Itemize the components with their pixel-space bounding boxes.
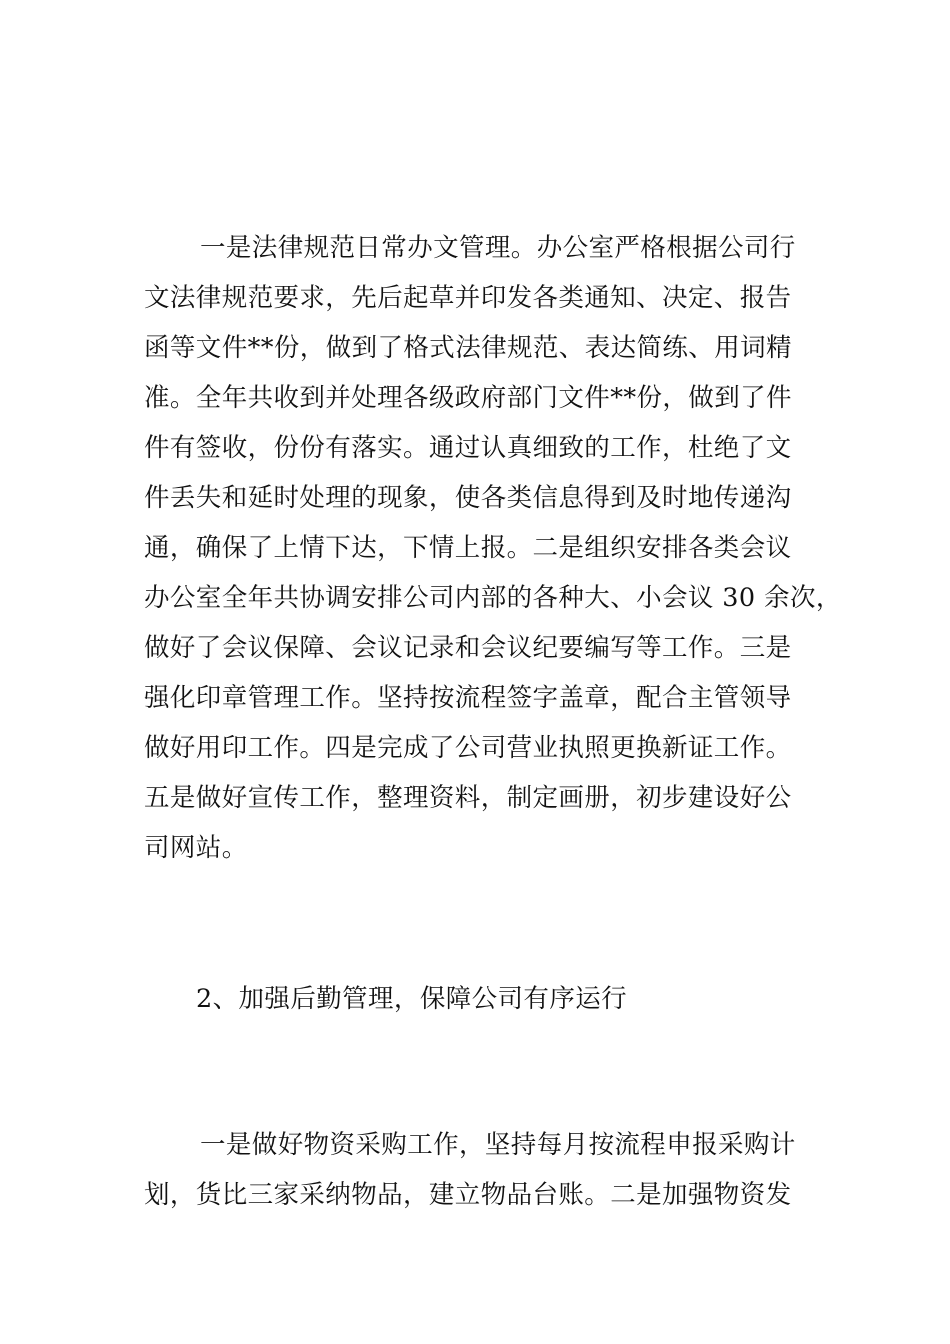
paragraph-1-line-13: 司网站。 xyxy=(144,833,248,863)
paragraph-1-line-7: 通，确保了上情下达，下情上报。二是组织安排各类会议 xyxy=(144,533,792,563)
paragraph-1-line-5: 件有签收，份份有落实。通过认真细致的工作，杜绝了文 xyxy=(144,433,792,463)
paragraph-2-line-2: 划，货比三家采纳物品，建立物品台账。二是加强物资发 xyxy=(144,1180,792,1210)
paragraph-1-line-12: 五是做好宣传工作，整理资料，制定画册，初步建设好公 xyxy=(144,783,792,813)
paragraph-1-line-2: 文法律规范要求，先后起草并印发各类通知、决定、报告 xyxy=(144,283,792,313)
paragraph-1-line-4: 准。全年共收到并处理各级政府部门文件**份，做到了件 xyxy=(144,383,792,413)
paragraph-1-line-8: 办公室全年共协调安排公司内部的各种大、小会议 30 余次， xyxy=(144,583,842,613)
paragraph-1-line-1: 一是法律规范日常办文管理。办公室严格根据公司行 xyxy=(200,233,796,263)
paragraph-1-line-3: 函等文件**份，做到了格式法律规范、表达简练、用词精 xyxy=(144,333,792,363)
paragraph-1-line-10: 强化印章管理工作。坚持按流程签字盖章，配合主管领导 xyxy=(144,683,792,713)
paragraph-1-line-11: 做好用印工作。四是完成了公司营业执照更换新证工作。 xyxy=(144,733,792,763)
paragraph-2-line-1: 一是做好物资采购工作，坚持每月按流程申报采购计 xyxy=(200,1130,796,1160)
paragraph-1-line-6: 件丢失和延时处理的现象，使各类信息得到及时地传递沟 xyxy=(144,483,792,513)
paragraph-1-line-9: 做好了会议保障、会议记录和会议纪要编写等工作。三是 xyxy=(144,633,792,663)
section-heading-2: 2、加强后勤管理，保障公司有序运行 xyxy=(196,984,628,1014)
